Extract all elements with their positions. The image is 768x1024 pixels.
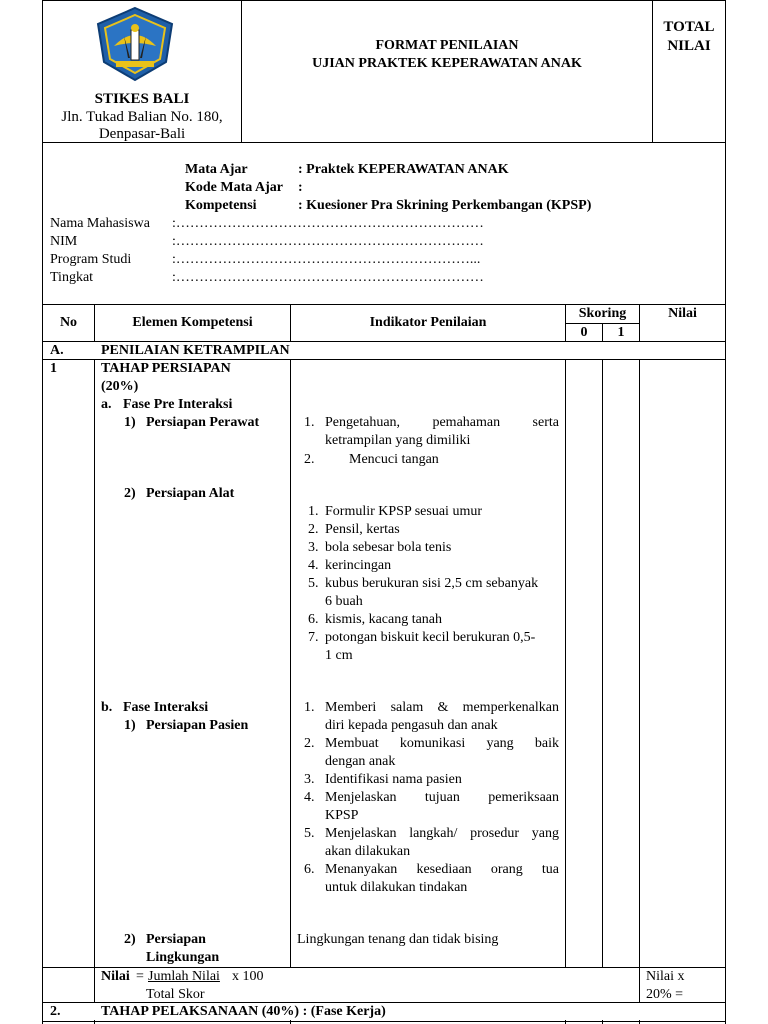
pasien-item-4-line-2: KPSP (325, 808, 359, 823)
institution-name: STIKES BALI (94, 91, 190, 107)
alat-item-6-line-1: kismis, kacang tanah (325, 612, 443, 627)
tahap-persiapan-weight: (20%) (101, 379, 139, 394)
fase-interaksi-marker: b. (101, 700, 113, 715)
nilai-formula-equals: = (136, 969, 144, 984)
row-1-number: 1 (50, 361, 57, 376)
tahap-pelaksanaan-bottom-line (42, 1021, 726, 1022)
perawat-item-1-line-2: ketrampilan yang dimiliki (325, 433, 471, 448)
pasien-item-6-line-1 (325, 861, 559, 879)
pasien-item-1-word-3: & (437, 700, 449, 715)
alat-item-3-number: 3. (308, 540, 319, 555)
persiapan-bottom-line (42, 967, 726, 968)
tahap-persiapan-title: TAHAP PERSIAPAN (101, 361, 231, 376)
kompetensi-value: : Kuesioner Pra Skrining Perkembangan (KPSP) (298, 198, 592, 213)
col-header-indikator: Indikator Penilaian (369, 315, 487, 330)
pasien-item-4-number: 4. (304, 790, 315, 805)
pasien-item-2-word-4: baik (534, 736, 559, 751)
fase-pre-marker: a. (101, 397, 112, 412)
alat-item-5-line-2: 6 buah (325, 594, 363, 609)
nilai-formula-numerator: Jumlah Nilai (148, 969, 220, 984)
persiapan-pasien-marker: 1) (124, 718, 136, 733)
alat-item-4-line-1: kerincingan (325, 558, 392, 573)
pasien-item-5-word-1: Menjelaskan (325, 826, 397, 841)
form-title-line-1: FORMAT PENILAIAN (375, 38, 519, 53)
kode-mata-ajar-value: : (298, 180, 303, 195)
perawat-item-1-word-3: serta (532, 415, 559, 430)
stikes-bali-logo (94, 6, 176, 82)
institution-address-1: Jln. Tukad Balian No. 180, (61, 109, 223, 125)
pasien-item-6-word-2: kesediaan (416, 862, 472, 877)
alat-item-7-line-1: potongan biskuit kecil berukuran 0,5- (325, 630, 536, 645)
pasien-item-2-line-1 (325, 735, 559, 753)
pasien-item-6-word-4: tua (541, 862, 559, 877)
pasien-item-5-word-2: langkah/ (409, 826, 458, 841)
pasien-item-4-line-1 (325, 789, 559, 807)
alat-item-1-line-1: Formulir KPSP sesuai umur (325, 504, 482, 519)
alat-item-2-line-1: Pensil, kertas (325, 522, 400, 537)
pasien-item-1-line-1 (325, 699, 559, 717)
total-nilai-label-2: NILAI (667, 38, 711, 54)
pasien-item-2-number: 2. (304, 736, 315, 751)
col-header-skoring: Skoring (578, 306, 627, 321)
pasien-item-6-number: 6. (304, 862, 315, 877)
col-header-elemen: Elemen Kompetensi (132, 315, 253, 330)
nim-label: NIM (50, 234, 78, 249)
pasien-item-5-line-1 (325, 825, 559, 843)
pasien-item-1-line-2: diri kepada pengasuh dan anak (325, 718, 498, 733)
col-header-nilai: Nilai (668, 306, 697, 321)
alat-item-2-number: 2. (308, 522, 319, 537)
mata-ajar-label: Mata Ajar (185, 162, 248, 177)
pasien-item-2-word-2: komunikasi (399, 736, 466, 751)
fase-interaksi-title: Fase Interaksi (123, 700, 209, 715)
col-indikator-divider-body (565, 359, 566, 968)
institution-address-2: Denpasar-Bali (98, 126, 186, 142)
perawat-item-1-number: 1. (304, 415, 315, 430)
alat-item-1-number: 1. (308, 504, 319, 519)
alat-item-4-number: 4. (308, 558, 319, 573)
kompetensi-label: Kompetensi (185, 198, 257, 213)
col-header-score-0: 0 (580, 325, 588, 340)
program-studi-label: Program Studi (50, 252, 132, 267)
pasien-item-1-number: 1. (304, 700, 315, 715)
pasien-item-4-word-3: pemeriksaan (488, 790, 559, 805)
persiapan-lingkungan-title-2: Lingkungan (146, 950, 220, 965)
nilai-result-line-2: 20% = (646, 987, 684, 1002)
perawat-item-1-line-1 (325, 414, 559, 432)
persiapan-alat-marker: 2) (124, 486, 136, 501)
pasien-item-4-word-2: tujuan (424, 790, 460, 805)
col-indikator-divider-tail (565, 1020, 566, 1024)
nim-field[interactable]: :………………………………………………………… (172, 234, 484, 249)
tingkat-label: Tingkat (50, 270, 94, 285)
persiapan-lingkungan-title-1: Persiapan (146, 932, 206, 947)
pasien-item-5-word-4: yang (531, 826, 559, 841)
pasien-item-1-word-4: memperkenalkan (462, 700, 559, 715)
col-elemen-divider-body (290, 359, 291, 968)
nama-mahasiswa-field[interactable]: :………………………………………………………… (172, 216, 484, 231)
section-a-number: A. (50, 343, 64, 358)
alat-item-7-number: 7. (308, 630, 319, 645)
persiapan-perawat-marker: 1) (124, 415, 136, 430)
col-score-divider-tail (602, 1020, 603, 1024)
nilai-formula-label: Nilai (101, 969, 130, 984)
pasien-item-3-line-1: Identifikasi nama pasien (325, 772, 462, 787)
nilai-formula-times: x 100 (232, 969, 264, 984)
pasien-item-2-word-1: Membuat (325, 736, 379, 751)
perawat-item-2-number: 2. (304, 452, 315, 467)
border-right (725, 0, 726, 1024)
alat-item-7-line-2: 1 cm (325, 648, 353, 663)
pasien-item-6-word-1: Menanyakan (325, 862, 398, 877)
col-score-divider-body (602, 359, 603, 968)
mata-ajar-value: : Praktek KEPERAWATAN ANAK (298, 162, 509, 177)
pasien-item-3-number: 3. (304, 772, 315, 787)
section-a-title: PENILAIAN KETRAMPILAN (101, 343, 290, 358)
pasien-item-2-line-2: dengan anak (325, 754, 396, 769)
pasien-item-2-word-3: yang (486, 736, 514, 751)
persiapan-perawat-title: Persiapan Perawat (146, 415, 260, 430)
alat-item-5-number: 5. (308, 576, 319, 591)
fase-pre-interaksi-title: Fase Pre Interaksi (123, 397, 233, 412)
row-2-number: 2. (50, 1004, 61, 1019)
perawat-item-2-line-1: Mencuci tangan (349, 452, 439, 467)
col-no-divider-tail (94, 1020, 95, 1024)
perawat-item-1-word-1: Pengetahuan, (325, 415, 401, 430)
pasien-item-1-word-2: salam (390, 700, 424, 715)
pasien-item-1-word-1: Memberi (325, 700, 377, 715)
nilai-result-line-1: Nilai x (646, 969, 685, 984)
pasien-item-5-word-3: prosedur (470, 826, 520, 841)
border-top (42, 0, 726, 1)
nilai-formula-denominator: Total Skor (146, 987, 205, 1002)
alat-item-3-line-1: bola sebesar bola tenis (325, 540, 452, 555)
pasien-item-6-line-2: untuk dilakukan tindakan (325, 880, 468, 895)
col-header-score-1: 1 (617, 325, 625, 340)
pasien-item-4-word-1: Menjelaskan (325, 790, 397, 805)
total-nilai-label-1: TOTAL (663, 19, 715, 35)
alat-item-5-line-1: kubus berukuran sisi 2,5 cm sebanyak (325, 576, 539, 591)
perawat-item-1-word-2: pemahaman (432, 415, 501, 430)
col-header-no: No (59, 315, 78, 330)
persiapan-pasien-title: Persiapan Pasien (146, 718, 249, 733)
tingkat-field[interactable]: :………………………………………………………… (172, 270, 484, 285)
persiapan-alat-title: Persiapan Alat (146, 486, 235, 501)
program-studi-field[interactable]: :………………………………………………………... (172, 252, 481, 267)
nama-mahasiswa-label: Nama Mahasiswa (50, 216, 150, 231)
persiapan-lingkungan-marker: 2) (124, 932, 136, 947)
alat-item-6-number: 6. (308, 612, 319, 627)
col-nilai-divider-tail (639, 1020, 640, 1024)
form-title-line-2: UJIAN PRAKTEK KEPERAWATAN ANAK (312, 56, 582, 71)
border-left (42, 0, 43, 1024)
lingkungan-indikator: Lingkungan tenang dan tidak bising (297, 932, 499, 947)
pasien-item-5-number: 5. (304, 826, 315, 841)
col-no-divider-body (94, 359, 95, 1003)
pasien-item-6-word-3: orang (490, 862, 523, 877)
tahap-pelaksanaan-title: TAHAP PELAKSANAAN (40%) : (Fase Kerja) (101, 1004, 386, 1019)
pasien-item-5-line-2: akan dilakukan (325, 844, 411, 859)
kode-mata-ajar-label: Kode Mata Ajar (185, 180, 283, 195)
col-nilai-divider-body (639, 359, 640, 1003)
